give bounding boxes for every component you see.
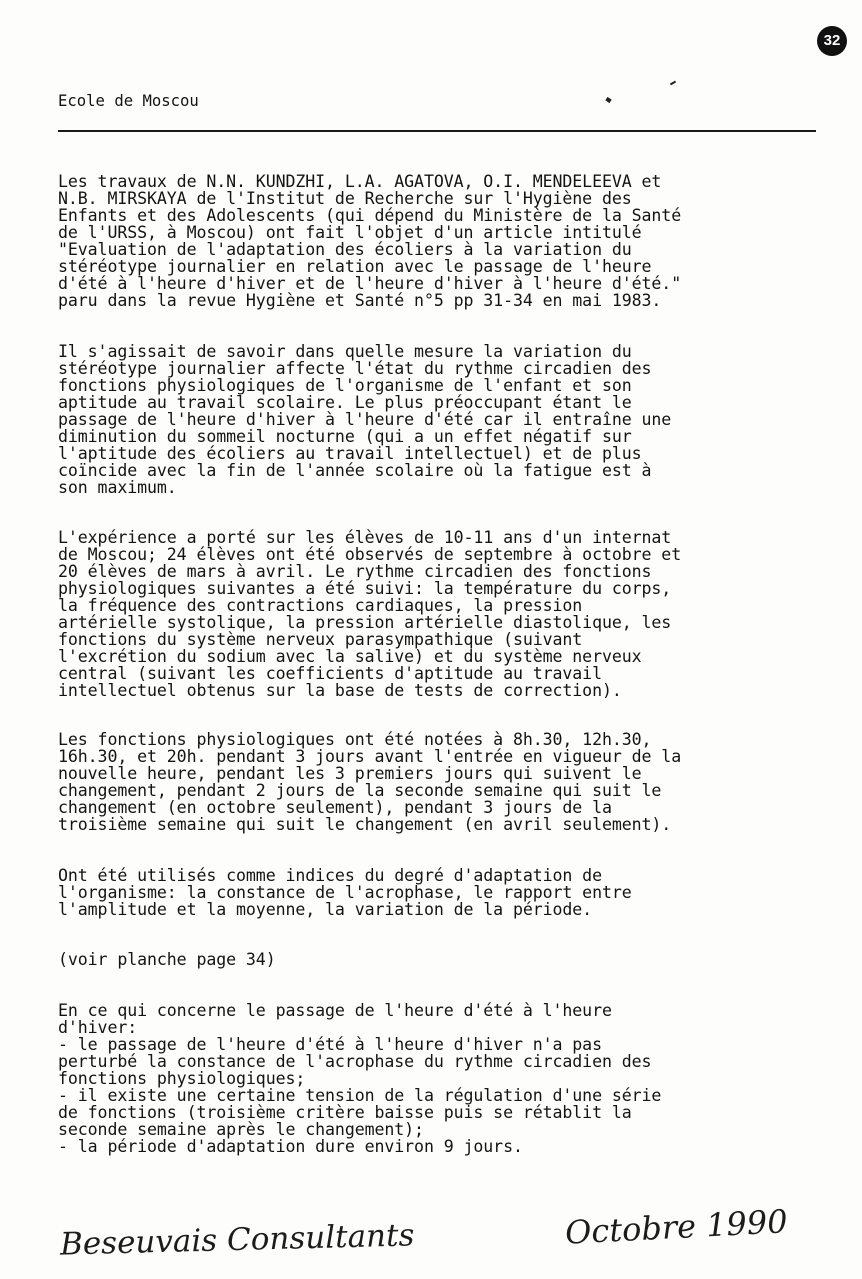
text-line: perturbé la constance de l'acrophase du rythme circadien des (58, 1052, 652, 1071)
text-line: fonctions du système nerveux parasympathique (suivant (58, 630, 583, 649)
text-line: - il existe une certaine tension de la régulation d'une série (58, 1086, 662, 1105)
text-line: la fréquence des contractions cardiaques, la pression (58, 596, 583, 615)
text-line: Ont été utilisés comme indices du degré d'adaptation de (58, 866, 602, 885)
header-rule (58, 130, 816, 132)
text-line: L'expérience a porté sur les élèves de 10-11 ans d'un internat (58, 528, 672, 547)
text-line: l'organisme: la constance de l'acrophase, le rapport entre (58, 883, 632, 902)
header-title: Ecole de Moscou (58, 92, 199, 110)
text-line: seconde semaine après le changement); (58, 1120, 424, 1139)
text-line: fonctions physiologiques de l'organisme de l'enfant et son (58, 376, 632, 395)
text-line: 16h.30, et 20h. pendant 3 jours avant l'entrée en vigueur de la (58, 747, 682, 766)
text-line: paru dans la revue Hygiène et Santé n°5 pp 31-34 en mai 1983. (58, 291, 662, 310)
text-line: aptitude au travail scolaire. Le plus préoccupant étant le (58, 393, 632, 412)
text-line: nouvelle heure, pendant les 3 premiers jours qui suivent le (58, 764, 642, 783)
text-line: coïncide avec la fin de l'année scolaire où la fatigue est à (58, 461, 652, 480)
text-line: passage de l'heure d'hiver à l'heure d'été car il entraîne une (58, 410, 672, 429)
text-line: diminution du sommeil nocturne (qui a un effet négatif sur (58, 427, 632, 446)
text-line: de l'URSS, à Moscou) ont fait l'objet d'un article intitulé (58, 223, 642, 242)
text-line: l'excrétion du sodium avec la salive) et du système nerveux (58, 647, 642, 666)
text-line: son maximum. (58, 478, 177, 497)
text-line: Il s'agissait de savoir dans quelle mesure la variation du (58, 342, 632, 361)
text-line: Enfants et des Adolescents (qui dépend du Ministère de la Santé (58, 206, 682, 225)
text-line: intellectuel obtenus sur la base de tests de correction). (58, 681, 622, 700)
text-line: d'hiver: (58, 1018, 138, 1037)
text-line: de Moscou; 24 élèves ont été observés de septembre à octobre et (58, 545, 682, 564)
scan-mark (605, 97, 611, 103)
text-line: troisième semaine qui suit le changement (en avril seulement). (58, 815, 672, 834)
text-line: "Evaluation de l'adaptation des écoliers à la variation du (58, 240, 632, 259)
text-line: changement, pendant 2 jours de la seconde semaine qui suit le (58, 781, 662, 800)
scan-mark (670, 81, 676, 86)
text-line: fonctions physiologiques; (58, 1069, 306, 1088)
text-line: N.B. MIRSKAYA de l'Institut de Recherche sur l'Hygiène des (58, 189, 632, 208)
text-line: stéréotype journalier en relation avec le passage de l'heure (58, 257, 652, 276)
text-line: artérielle systolique, la pression artérielle diastolique, les (58, 613, 672, 632)
text-line: d'été à l'heure d'hiver et de l'heure d'hiver à l'heure d'été." (58, 274, 682, 293)
text-line: central (suivant les coefficients d'aptitude au travail (58, 664, 602, 683)
handwritten-signature: Beseuvais Consultants (59, 1217, 415, 1263)
text-line: physiologiques suivantes a été suivi: la température du corps, (58, 579, 672, 598)
text-line: Les fonctions physiologiques ont été notées à 8h.30, 12h.30, (58, 730, 652, 749)
text-line: 20 élèves de mars à avril. Le rythme circadien des fonctions (58, 562, 652, 581)
text-line: l'aptitude des écoliers au travail intellectuel) et de plus (58, 444, 642, 463)
handwritten-date: Octobre 1990 (564, 1202, 789, 1252)
text-line: Les travaux de N.N. KUNDZHI, L.A. AGATOVA, O.I. MENDELEEVA et (58, 172, 662, 191)
text-line: stéréotype journalier affecte l'état du rythme circadien des (58, 359, 652, 378)
text-line: changement (en octobre seulement), pendant 3 jours de la (58, 798, 612, 817)
text-line: de fonctions (troisième critère baisse puis se rétablit la (58, 1103, 632, 1122)
text-line: - le passage de l'heure d'été à l'heure d'hiver n'a pas (58, 1035, 602, 1054)
text-line: - la période d'adaptation dure environ 9 jours. (58, 1137, 523, 1156)
text-line: l'amplitude et la moyenne, la variation de la période. (58, 900, 593, 919)
page-number-badge: 32 (817, 26, 847, 56)
text-line: (voir planche page 34) (58, 950, 276, 969)
text-line: En ce qui concerne le passage de l'heure d'été à l'heure (58, 1001, 612, 1020)
